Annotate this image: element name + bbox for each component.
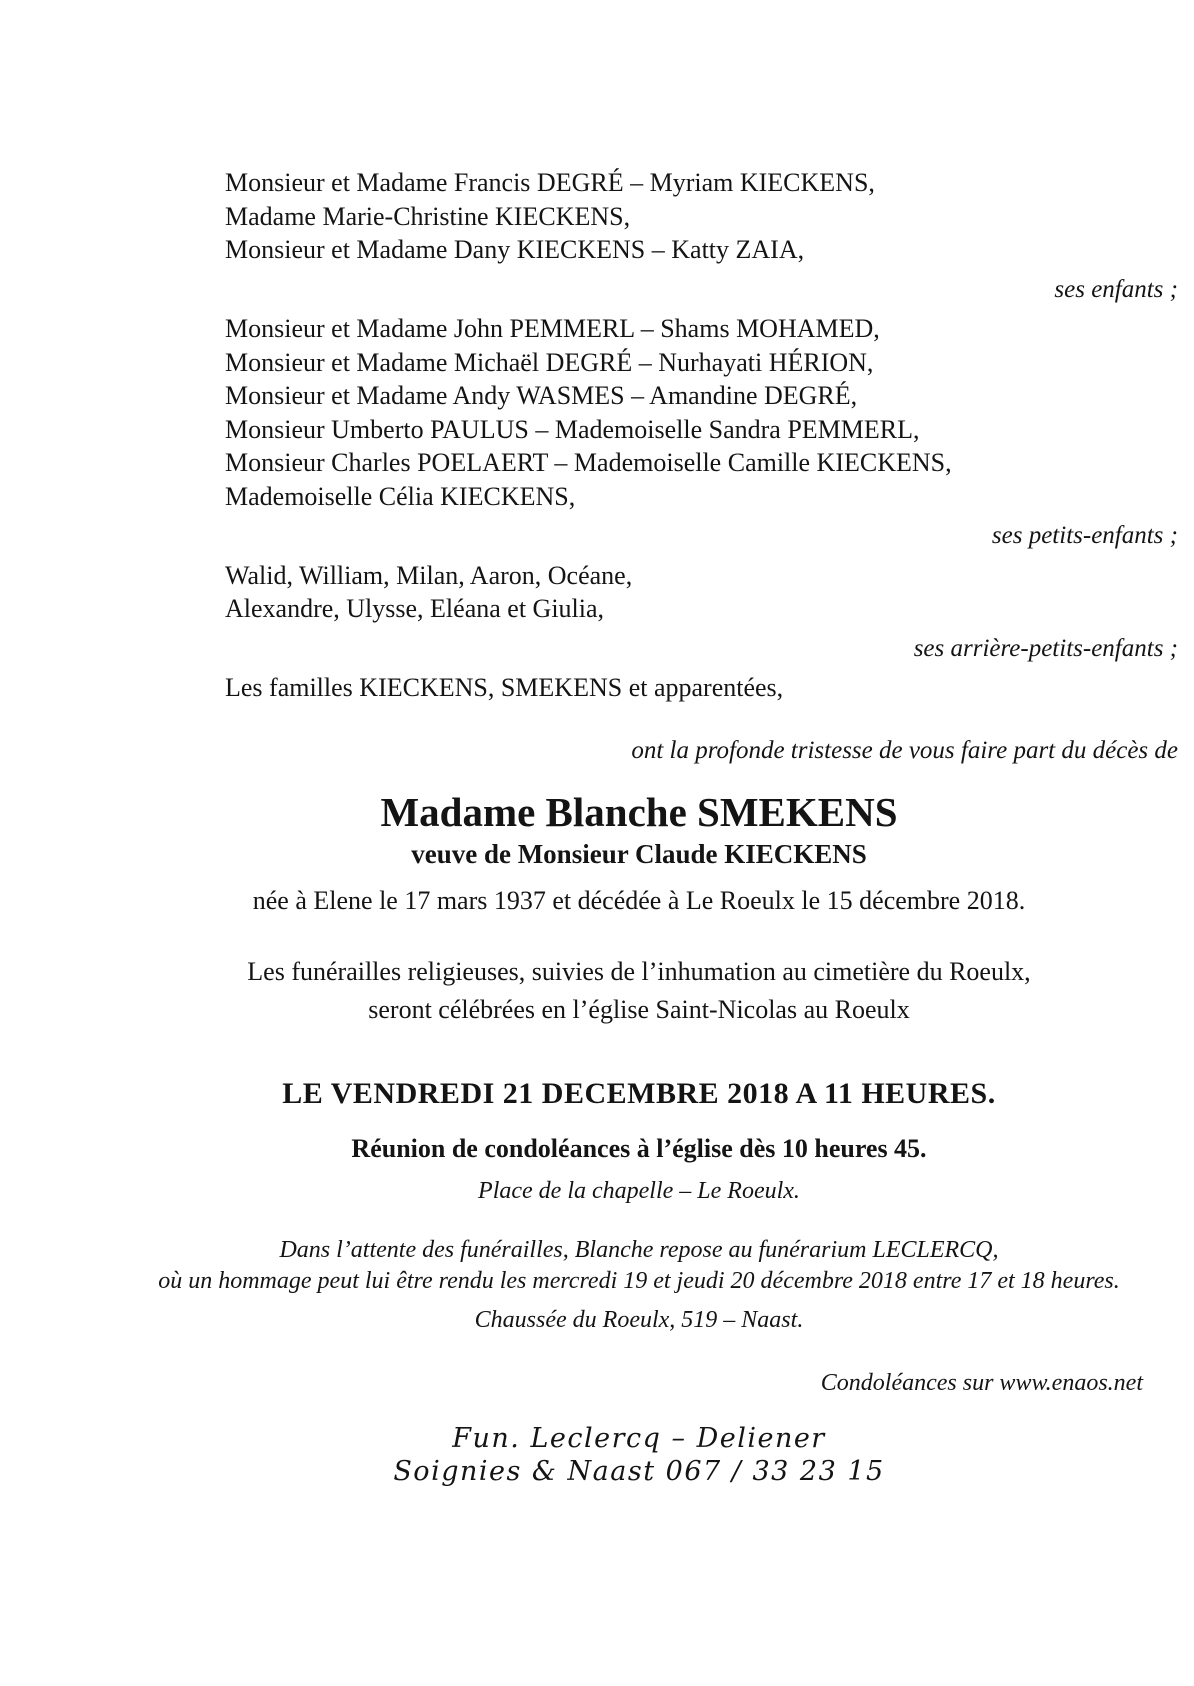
funeral-ceremony-line1: Les funérailles religieuses, suivies de l’inhumation au cimetière du Roeulx, xyxy=(247,956,1031,986)
deceased-name: Madame Blanche SMEKENS xyxy=(380,788,898,835)
church-address-line: Place de la chapelle – Le Roeulx. xyxy=(478,1177,800,1204)
grandchild-name-line: Mademoiselle Célia KIECKENS, xyxy=(225,481,576,511)
grandchild-name-line: Monsieur et Madame John PEMMERL – Shams MOHAMED, xyxy=(225,314,880,343)
grandchild-name-line: Monsieur Charles POELAERT – Mademoiselle Camille KIECKENS, xyxy=(225,448,952,477)
grandchild-name-line: Monsieur Umberto PAULUS – Mademoiselle Sandra PEMMERL, xyxy=(225,414,920,444)
visitation-address-line: Chaussée du Roeulx, 519 – Naast. xyxy=(474,1306,804,1333)
announcement-content xyxy=(100,166,1178,1488)
great-grandchildren-relation-label: ses arrière-petits-enfants ; xyxy=(913,634,1178,662)
grandchild-name-line: Monsieur et Madame Michaël DEGRÉ – Nurhayati HÉRION, xyxy=(225,347,874,377)
visitation-line1: Dans l’attente des funérailles, Blanche repose au funérarium LECLERCQ, xyxy=(279,1236,999,1263)
visitation-line2: où un hommage peut lui être rendu les mercredi 19 et jeudi 20 décembre 2018 entre 17 et 18 heures. xyxy=(158,1267,1120,1294)
child-name-line: Monsieur et Madame Dany KIECKENS – Katty ZAIA, xyxy=(225,235,805,264)
online-condolences-line: Condoléances sur www.enaos.net xyxy=(820,1369,1143,1396)
great-grandchild-name-line: Walid, William, Milan, Aaron, Océane, xyxy=(225,560,633,590)
funeral-date-line: LE VENDREDI 21 DECEMBRE 2018 A 11 HEURES. xyxy=(282,1076,996,1110)
funeral-home-contact: Soignies & Naast 067 / 33 23 15 xyxy=(393,1455,885,1487)
child-name-line: Monsieur et Madame Francis DEGRÉ – Myriam KIECKENS, xyxy=(225,168,875,197)
announcement-intro: ont la profonde tristesse de vous faire part du décès de xyxy=(631,736,1178,764)
family-names-block xyxy=(100,166,1178,705)
children-relation-label: ses enfants ; xyxy=(1054,275,1178,303)
grandchild-name-line: Monsieur et Madame Andy WASMES – Amandine DEGRÉ, xyxy=(225,381,858,410)
widow-of-line: veuve de Monsieur Claude KIECKENS xyxy=(411,838,867,869)
birth-death-line: née à Elene le 17 mars 1937 et décédée à Le Roeulx le 15 décembre 2018. xyxy=(252,885,1026,915)
child-name-line: Madame Marie-Christine KIECKENS, xyxy=(225,201,631,231)
funeral-ceremony-line2: seront célébrées en l’église Saint-Nicolas au Roeulx xyxy=(368,994,910,1024)
great-grandchild-name-line: Alexandre, Ulysse, Eléana et Giulia, xyxy=(225,594,605,623)
funeral-home-name: Fun. Leclercq – Deliener xyxy=(452,1422,826,1454)
condolence-meeting-line: Réunion de condoléances à l’église dès 10 heures 45. xyxy=(351,1133,927,1163)
related-families-line: Les familles KIECKENS, SMEKENS et apparentées, xyxy=(225,673,784,702)
grandchildren-relation-label: ses petits-enfants ; xyxy=(991,522,1178,549)
